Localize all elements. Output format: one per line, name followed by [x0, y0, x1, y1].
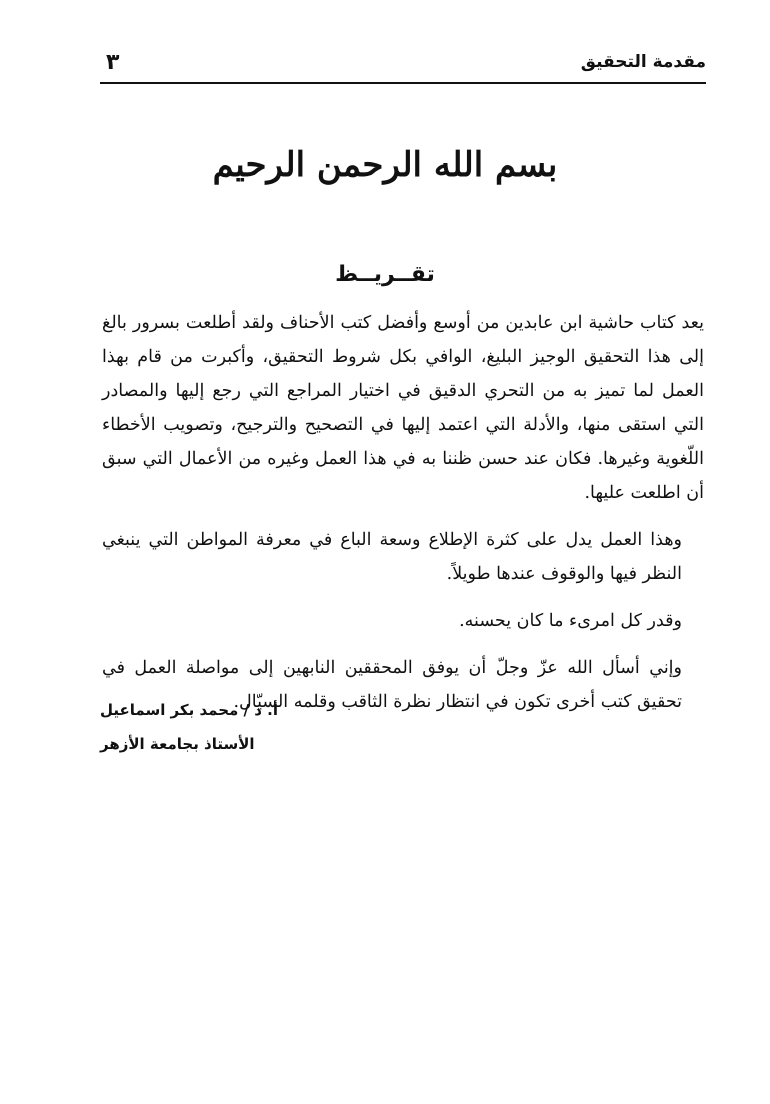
paragraph: وقدر كل امرىء ما كان يحسنه.	[459, 611, 682, 631]
paragraph: يعد كتاب حاشية ابن عابدين من أوسع وأفضل كتب الأحناف ولقد أطلعت بسرور بالغ إلى هذا التحقيق الوجيز البليغ، الوافي بكل شروط التحقيق، وأكبرت من قام بهذا العمل لما تميز به من التحري الدقيق في اختيار المراجع التي رجع إليها والمصادر التي استقى منها، والأدلة التي اعتمد إليها في التصحيح والترجيح، وتصويب الأخطاء اللّغوية وغيرها. فكان عند حسن ظننا به في هذا العمل وغيره من الأعمال التي سبق أن اطلعت عليها.	[102, 313, 704, 503]
running-title: مقدمة التحقيق	[580, 52, 706, 72]
signature-title: الأستاذ بجامعة الأزهر	[100, 735, 255, 753]
page-header	[100, 52, 706, 84]
signature-block	[100, 693, 440, 761]
section-title: تقــريــظ	[335, 262, 435, 287]
basmala: بسم الله الرحمن الرحيم	[212, 145, 558, 185]
page-number: ٣	[106, 50, 120, 75]
paragraph: وهذا العمل يدل على كثرة الإطلاع وسعة الباع في معرفة المواطن التي ينبغي النظر فيها والوقوف عندها طويلاً.	[102, 530, 682, 584]
signature-name: أ. د / محمد بكر اسماعيل	[100, 701, 278, 719]
body-text	[102, 306, 704, 732]
paragraph: وإني أسأل الله عزّ وجلّ أن يوفق المحققين النابهين إلى مواصلة العمل في تحقيق كتب أخرى تكون في انتظار نظرة الثاقب وقلمه السيّال.	[102, 658, 682, 712]
